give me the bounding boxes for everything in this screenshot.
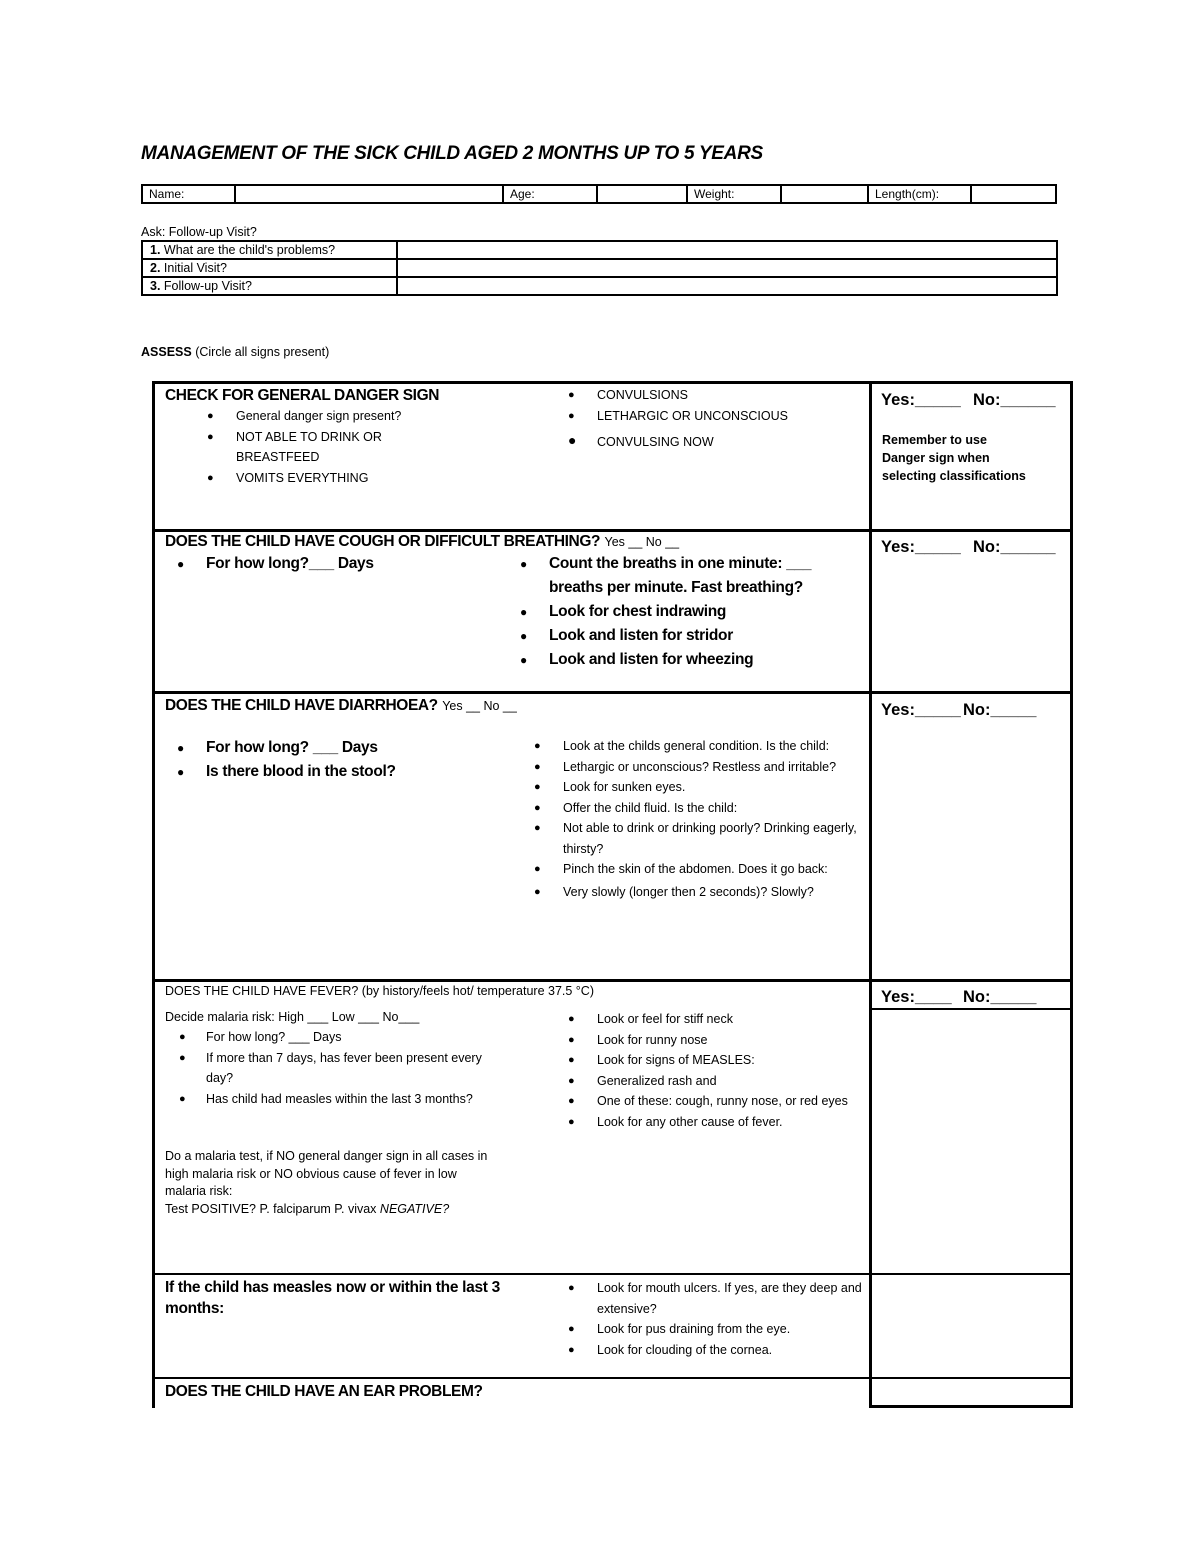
grid-top <box>152 381 1073 384</box>
bullet-icon: ● <box>568 409 575 422</box>
bullet-icon: ● <box>177 557 184 571</box>
bullet-icon: ● <box>534 740 541 752</box>
grid-mid <box>869 381 872 1408</box>
danger-sign-mid-list <box>568 385 867 453</box>
cough-no[interactable]: No:______ <box>973 538 1056 556</box>
diarrhoea-mid-list <box>534 736 863 902</box>
bullet-icon: ● <box>207 471 214 484</box>
list-item: ● Lethargic or unconscious? Restless and irritable? <box>563 757 863 778</box>
weight-field[interactable] <box>781 185 868 203</box>
list-item: ● CONVULSIONS <box>597 385 867 406</box>
danger-remember-note: Remember to use Danger sign when selecting classifications <box>882 433 1026 483</box>
cough-header: DOES THE CHILD HAVE COUGH OR DIFFICULT BREATHING? Yes __ No __ <box>165 533 680 550</box>
list-item: ● One of these: cough, runny nose, or red eyes <box>597 1091 867 1112</box>
age-label: Age: <box>503 185 597 203</box>
grid-right <box>1070 381 1073 1408</box>
list-item: ● For how long? ___ Days <box>206 736 506 760</box>
length-field[interactable] <box>971 185 1056 203</box>
list-item: ● CONVULSING NOW <box>568 432 714 449</box>
list-item: ● Look or feel for stiff neck <box>597 1009 867 1030</box>
bullet-icon: ● <box>534 760 541 773</box>
bullet-icon: ● <box>568 1343 575 1356</box>
bullet-icon: ● <box>177 765 184 779</box>
list-item: ● Has child had measles within the last 3 months? <box>206 1089 501 1110</box>
list-item: ● Look for mouth ulcers. If yes, are they deep and extensive? <box>597 1278 867 1319</box>
cough-left-list <box>177 552 506 576</box>
answer-field[interactable] <box>397 259 1057 277</box>
bullet-icon: ● <box>568 1115 575 1128</box>
weight-label: Weight: <box>687 185 781 203</box>
bullet-icon: ● <box>568 1054 575 1066</box>
bullet-icon: ● <box>534 822 541 834</box>
bullet-icon: ● <box>179 1092 186 1105</box>
patient-info-table <box>141 184 1057 204</box>
name-label: Name: <box>142 185 235 203</box>
fever-left-list <box>179 1027 501 1109</box>
list-item: ● Look for pus draining from the eye. <box>597 1319 867 1340</box>
diarrhoea-yes[interactable]: Yes:_____ <box>881 701 961 719</box>
diarrhoea-header: DOES THE CHILD HAVE DIARRHOEA? Yes __ No __ <box>165 697 517 714</box>
grid-row <box>152 1377 1073 1379</box>
length-label: Length(cm): <box>868 185 971 203</box>
grid-row <box>152 1273 1073 1275</box>
list-item: ● Pinch the skin of the abdomen. Does it go back: <box>563 859 863 880</box>
malaria-test-text: Do a malaria test, if NO general danger sign in all cases in high malaria risk or NO obvious cause of fever in low malaria risk: Test POSITIVE? P. falciparum P. vivax NEGATIVE? <box>165 1149 488 1216</box>
fever-mid-list <box>568 1009 867 1132</box>
list-item: ● Not able to drink or drinking poorly? Drinking eagerly, thirsty? <box>563 818 863 859</box>
list-item: ● LETHARGIC OR UNCONSCIOUS <box>597 406 867 427</box>
fever-yes[interactable]: Yes:____ <box>881 988 952 1006</box>
bullet-icon: ● <box>534 863 541 875</box>
grid-row <box>152 529 1073 532</box>
bullet-icon: ● <box>179 1051 186 1064</box>
question-row <box>142 277 1057 295</box>
list-item: ● Look and listen for stridor <box>549 624 854 648</box>
list-item: ● For how long?___ Days <box>206 552 506 576</box>
bullet-icon: ● <box>568 1033 575 1046</box>
bullet-icon: ● <box>207 410 214 422</box>
grid-left <box>152 381 155 1408</box>
list-item: ● Offer the child fluid. Is the child: <box>563 798 863 819</box>
danger-sign-left-list <box>207 406 436 488</box>
bullet-icon: ● <box>177 741 184 755</box>
bullet-icon: ● <box>207 430 214 443</box>
list-item: ● Count the breaths in one minute: ___ breaths per minute. Fast breathing? <box>549 552 854 600</box>
name-field[interactable] <box>235 185 503 203</box>
question-cell: 1. What are the child's problems? <box>142 241 397 259</box>
measles-header: If the child has measles now or within the last 3 months: <box>165 1279 500 1317</box>
bullet-icon: ● <box>520 629 527 643</box>
list-item: ● Look and listen for wheezing <box>549 648 854 672</box>
bullet-icon: ● <box>520 653 527 667</box>
list-item: ● Look at the childs general condition. Is the child: <box>563 736 863 757</box>
answer-field[interactable] <box>397 277 1057 295</box>
list-item: ● Look for signs of MEASLES: <box>597 1050 867 1071</box>
grid-row <box>869 1008 1073 1010</box>
fever-no[interactable]: No:_____ <box>963 988 1037 1006</box>
danger-sign-header: CHECK FOR GENERAL DANGER SIGN <box>165 387 440 404</box>
grid-row <box>869 1405 1073 1408</box>
answer-field[interactable] <box>397 241 1057 259</box>
list-item: ● Very slowly (longer then 2 seconds)? Slowly? <box>563 882 863 903</box>
list-item: ● If more than 7 days, has fever been present every day? <box>206 1048 501 1089</box>
bullet-icon: ● <box>520 557 527 571</box>
list-item: ● General danger sign present? <box>236 406 436 427</box>
ask-follow-up: Ask: Follow-up Visit? <box>141 225 257 239</box>
bullet-icon: ● <box>534 781 541 793</box>
list-item: ● Is there blood in the stool? <box>206 760 506 784</box>
bullet-icon: ● <box>568 1013 575 1025</box>
list-item: ● Look for runny nose <box>597 1030 867 1051</box>
cough-yes[interactable]: Yes:_____ <box>881 538 961 556</box>
bullet-icon: ● <box>534 885 541 898</box>
danger-no[interactable]: No:______ <box>973 391 1056 409</box>
list-item: ● Look for sunken eyes. <box>563 777 863 798</box>
questions-table <box>141 240 1058 296</box>
question-cell: 2. Initial Visit? <box>142 259 397 277</box>
list-item: ● For how long? ___ Days <box>206 1027 501 1048</box>
bullet-icon: ● <box>568 1074 575 1087</box>
list-item: ● NOT ABLE TO DRINK OR BREASTFEED <box>236 427 436 468</box>
bullet-icon: ● <box>568 389 575 401</box>
list-item: ● Look for chest indrawing <box>549 600 854 624</box>
question-row <box>142 241 1057 259</box>
bullet-icon: ● <box>568 1323 575 1335</box>
bullet-icon: ● <box>568 1095 575 1107</box>
diarrhoea-no[interactable]: No:_____ <box>963 701 1037 719</box>
bullet-icon: ● <box>520 605 527 619</box>
grid-row <box>152 691 1073 694</box>
list-item: ● Generalized rash and <box>597 1071 867 1092</box>
diarrhoea-left-list <box>177 736 506 784</box>
list-item: ● VOMITS EVERYTHING <box>236 468 436 489</box>
question-cell: 3. Follow-up Visit? <box>142 277 397 295</box>
list-item: ● Look for any other cause of fever. <box>597 1112 867 1133</box>
list-item: ● Look for clouding of the cornea. <box>597 1340 867 1361</box>
age-field[interactable] <box>597 185 687 203</box>
bullet-icon: ● <box>568 1282 575 1294</box>
grid-row <box>152 979 1073 982</box>
danger-yes[interactable]: Yes:_____ <box>881 391 961 409</box>
question-row <box>142 259 1057 277</box>
bullet-icon: ● <box>534 801 541 814</box>
measles-mid-list <box>568 1278 867 1360</box>
cough-mid-list <box>520 552 854 672</box>
page-title: MANAGEMENT OF THE SICK CHILD AGED 2 MONTHS UP TO 5 YEARS <box>141 143 763 164</box>
bullet-icon: ● <box>568 432 577 448</box>
assess-label: ASSESS (Circle all signs present) <box>141 345 330 359</box>
malaria-risk: Decide malaria risk: High ___ Low ___ No___ <box>165 1010 420 1024</box>
bullet-icon: ● <box>179 1031 186 1043</box>
fever-header: DOES THE CHILD HAVE FEVER? (by history/feels hot/ temperature 37.5 °C) <box>165 984 594 998</box>
ear-problem-header: DOES THE CHILD HAVE AN EAR PROBLEM? <box>165 1383 483 1400</box>
